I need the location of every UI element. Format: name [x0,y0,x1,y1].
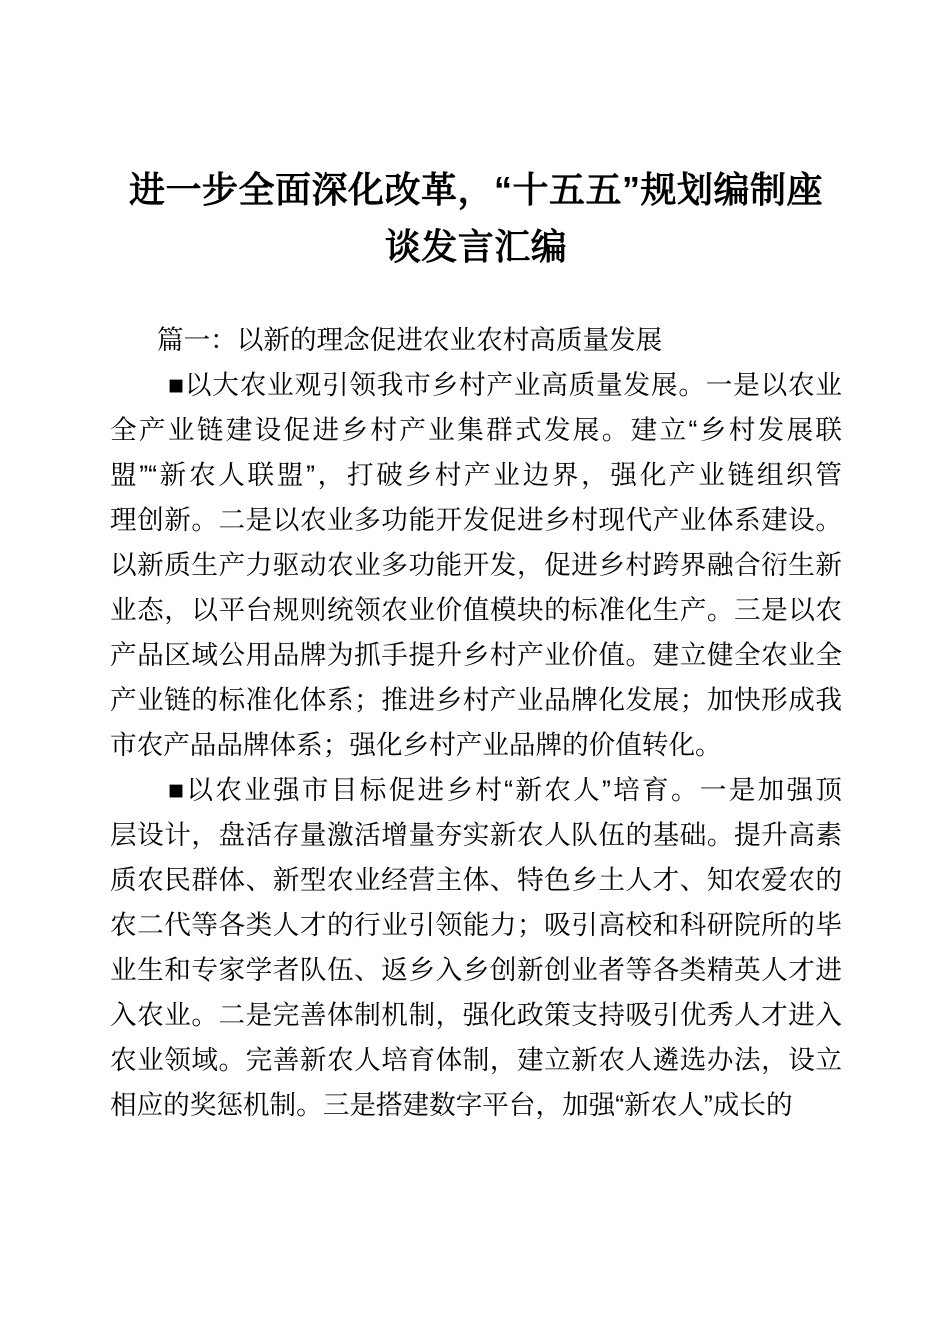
paragraph-2-line: 质农民群体、新型农业经营主体、特色乡土人才、知农爱农的 [110,865,842,895]
paragraph-2-line: 相应的奖惩机制。三是搭建数字平台，加强“新农人”成长的 [110,1090,793,1120]
paragraph-1-line: 以新质生产力驱动农业多功能开发，促进乡村跨界融合衍生新 [110,550,842,580]
paragraph-1-line: 盟”“新农人联盟”，打破乡村产业边界，强化产业链组织管 [110,460,842,490]
paragraph-2-line: ■以农业强市目标促进乡村“新农人”培育。一是加强顶 [168,775,842,805]
paragraph-1-line: ■以大农业观引领我市乡村产业高质量发展。一是以农业 [168,370,842,400]
document-title-line-2: 谈发言汇编 [384,226,568,267]
paragraph-2-line: 业生和专家学者队伍、返乡入乡创新创业者等各类精英人才进 [110,955,842,985]
paragraph-2-line: 农二代等各类人才的行业引领能力；吸引高校和科研院所的毕 [110,910,842,940]
section-heading: 篇一：以新的理念促进农业农村高质量发展 [157,325,663,355]
paragraph-1-line: 市农产品品牌体系；强化乡村产业品牌的价值转化。 [110,730,722,760]
document-title [110,161,842,275]
paragraph-2-line: 农业领域。完善新农人培育体制，建立新农人遴选办法，设立 [110,1045,842,1075]
paragraph-1-line: 全产业链建设促进乡村产业集群式发展。建立“乡村发展联 [110,415,842,445]
paragraph-1-line: 产品区域公用品牌为抓手提升乡村产业价值。建立健全农业全 [110,640,842,670]
document-title-line-1: 进一步全面深化改革，“十五五”规划编制座 [128,169,823,210]
paragraph-2-line: 入农业。二是完善体制机制，强化政策支持吸引优秀人才进入 [110,1000,842,1030]
paragraph-1-line: 产业链的标准化体系；推进乡村产业品牌化发展；加快形成我 [110,685,842,715]
document-body [110,318,842,1128]
paragraph-1-line: 业态，以平台规则统领农业价值模块的标准化生产。三是以农 [110,595,842,625]
paragraph-2-line: 层设计，盘活存量激活增量夯实新农人队伍的基础。提升高素 [110,820,842,850]
paragraph-1-line: 理创新。二是以农业多功能开发促进乡村现代产业体系建设。 [110,505,842,535]
